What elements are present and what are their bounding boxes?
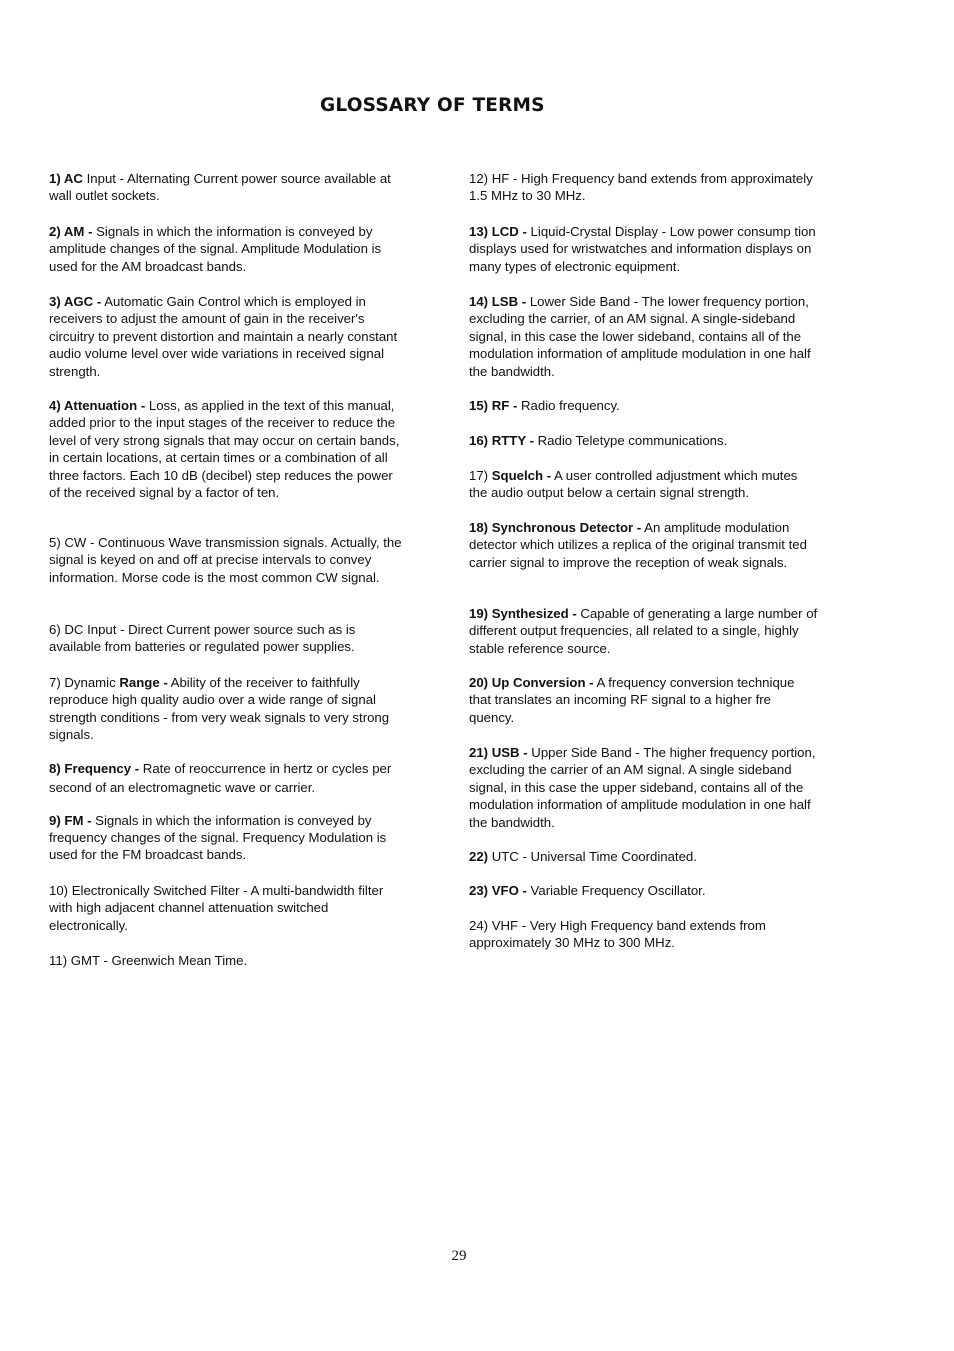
glossary-definition: Ability of the receiver to faithfully reproduce high quality audio over a wide range of signal strength conditions - from very weak signals to very strong signals. — [49, 675, 390, 743]
glossary-entry — [469, 917, 819, 952]
glossary-definition: Rate of reoccurrence in hertz or cycles per second of an electromagnetic wave or carrier. — [49, 761, 392, 795]
glossary-term: 1) AC — [49, 171, 83, 186]
glossary-definition: Automatic Gain Control which is employed in receivers to adjust the amount of gain in the receiver's circuitry to prevent distortion and maintain a nearly constant audio volume level over wide variations in received signal strength. — [49, 294, 398, 379]
glossary-definition: An amplitude modulation detector which utilizes a replica of the original transmit ted carrier signal to improve the reception of weak signals. — [469, 520, 807, 570]
glossary-term: 22) — [469, 849, 489, 864]
glossary-definition: Lower Side Band - The lower frequency portion, excluding the carrier, of an AM signal. A single-sideband signal, in this case the lower sideband, contains all of the modulation information of amplitude modulation in one half the bandwidth. — [469, 294, 811, 379]
glossary-entry — [49, 621, 404, 656]
page-number: 29 — [451, 1248, 467, 1264]
glossary-entry — [49, 813, 404, 863]
glossary-definition: Capable of generating a large number of different output frequencies, all related to a single, highly stable reference source. — [469, 606, 818, 656]
glossary-definition: Liquid-Crystal Display - Low power consump tion displays used for wristwatches and information displays on many types of electronic equipment. — [469, 224, 816, 274]
glossary-entry — [469, 170, 819, 205]
glossary-definition: Upper Side Band - The higher frequency portion, excluding the carrier of an AM signal. A single sideband signal, in this case the upper sideband, contains all of the modulation information of amplitude modulation in one half the bandwidth. — [469, 745, 816, 830]
glossary-definition: A user controlled adjustment which mutes the audio output below a certain signal strength. — [469, 468, 798, 501]
glossary-definition: 11) GMT - Greenwich Mean Time. — [49, 953, 248, 968]
glossary-definition: Variable Frequency Oscillator. — [526, 883, 706, 898]
glossary-term: 8) Frequency - — [49, 761, 140, 776]
glossary-term: 2) AM - — [49, 224, 93, 239]
glossary-prefix: 7) Dynamic — [49, 675, 120, 690]
glossary-entry — [49, 223, 404, 275]
glossary-entry — [49, 759, 404, 797]
glossary-definition: 10) Electronically Switched Filter - A multi-bandwidth filter with high adjacent channel attenuation switched electronically. — [49, 883, 384, 933]
glossary-entry — [469, 432, 819, 449]
glossary-entry — [469, 467, 819, 502]
glossary-definition: Radio frequency. — [517, 398, 620, 413]
glossary-term: 13) LCD - — [469, 224, 527, 239]
glossary-definition: A frequency conversion technique that translates an incoming RF signal to a higher fre quency. — [469, 675, 795, 725]
glossary-entry — [469, 848, 819, 865]
glossary-definition: Signals in which the information is conveyed by amplitude changes of the signal. Amplitude Modulation is used for the AM broadcast bands. — [49, 224, 382, 274]
glossary-entry — [49, 882, 404, 934]
glossary-term: 19) Synthesized - — [469, 606, 577, 621]
glossary-term: 16) RTTY - — [469, 433, 534, 448]
glossary-term: 21) USB - — [469, 745, 528, 760]
glossary-term: 3) AGC - — [49, 294, 102, 309]
glossary-definition: 6) DC Input - Direct Current power source such as is available from batteries or regulated power supplies. — [49, 622, 356, 655]
glossary-definition: 12) HF - High Frequency band extends from approximately 1.5 MHz to 30 MHz. — [469, 171, 813, 204]
glossary-entry — [49, 170, 404, 205]
glossary-definition: Signals in which the information is conveyed by frequency changes of the signal. Frequency Modulation is used for the FM broadcast bands. — [49, 813, 387, 862]
glossary-entry — [469, 223, 819, 275]
glossary-term: 9) FM - — [49, 813, 92, 828]
glossary-term: 20) Up Conversion - — [469, 675, 594, 690]
glossary-term: 23) VFO - — [469, 883, 527, 898]
glossary-prefix: 17) — [469, 468, 492, 483]
glossary-entry — [469, 519, 819, 571]
glossary-entry — [49, 293, 404, 380]
page-title: GLOSSARY OF TERMS — [320, 95, 545, 116]
glossary-term: Squelch - — [491, 468, 552, 483]
glossary-entry — [49, 674, 404, 744]
glossary-definition: UTC - Universal Time Coordinated. — [488, 849, 697, 864]
glossary-entry — [469, 605, 819, 657]
glossary-definition: Input - Alternating Current power source available at wall outlet sockets. — [49, 171, 391, 204]
glossary-entry — [49, 397, 404, 501]
glossary-term: 14) LSB - — [469, 294, 527, 309]
glossary-term: 18) Synchronous Detector - — [469, 520, 642, 535]
glossary-definition: 5) CW - Continuous Wave transmission signals. Actually, the signal is keyed on and off at precise intervals to convey information. Morse code is the most common CW signal. — [49, 535, 402, 585]
glossary-entry — [469, 397, 819, 414]
glossary-definition: 24) VHF - Very High Frequency band extends from approximately 30 MHz to 300 MHz. — [469, 918, 766, 951]
glossary-term: Range - — [119, 675, 168, 690]
glossary-entry — [469, 882, 819, 899]
glossary-definition: Radio Teletype communications. — [533, 433, 728, 448]
glossary-term: 15) RF - — [469, 398, 518, 413]
glossary-term: 4) Attenuation - — [49, 398, 146, 413]
glossary-entry — [469, 293, 819, 380]
glossary-entry — [469, 744, 819, 831]
glossary-entry — [469, 674, 819, 726]
glossary-entry — [49, 952, 404, 969]
glossary-definition: Loss, as applied in the text of this manual, added prior to the input stages of the receiver to reduce the level of very strong signals that may occur on certain bands, in certain locations, at certain times or a combination of all three factors. Each 10 dB (decibel) step reduces the power of the received signal by a factor of ten. — [49, 398, 400, 501]
glossary-entry — [49, 534, 404, 586]
